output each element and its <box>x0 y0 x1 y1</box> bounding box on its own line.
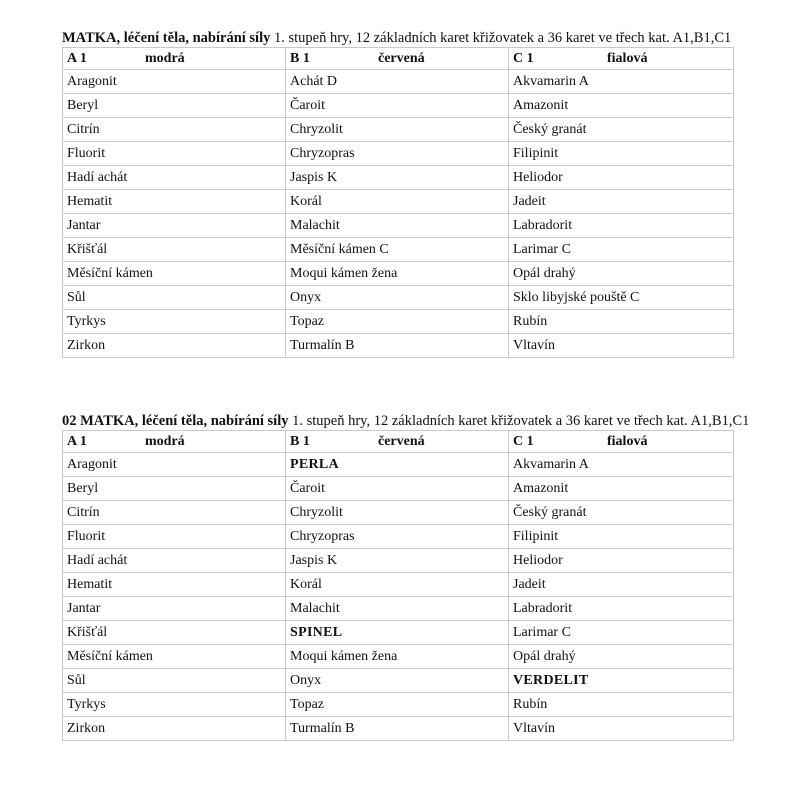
header-color: fialová <box>607 433 648 449</box>
table-cell: Korál <box>286 190 509 214</box>
table-row <box>63 190 734 214</box>
table-cell: Chryzolit <box>286 118 509 142</box>
stone-table-2 <box>62 430 734 741</box>
table-header-row <box>63 48 734 70</box>
table-cell: Citrín <box>63 118 286 142</box>
table-cell: Fluorit <box>63 142 286 166</box>
table-row <box>63 142 734 166</box>
table-cell: VERDELIT <box>509 669 734 693</box>
table-cell: Jantar <box>63 214 286 238</box>
header-a1 <box>63 431 286 453</box>
table-row <box>63 549 734 573</box>
table-row <box>63 70 734 94</box>
table-cell: Filipinit <box>509 525 734 549</box>
table-cell: Český granát <box>509 501 734 525</box>
header-code: C 1 <box>513 433 534 449</box>
table-cell: Amazonit <box>509 94 734 118</box>
table-cell: Opál drahý <box>509 262 734 286</box>
table-header-row <box>63 431 734 453</box>
table-cell: Akvamarin A <box>509 453 734 477</box>
table-cell: Měsíční kámen <box>63 262 286 286</box>
table-row <box>63 334 734 358</box>
header-color: červená <box>378 50 425 66</box>
table-cell: Turmalín B <box>286 717 509 741</box>
table-cell: Turmalín B <box>286 334 509 358</box>
table-cell: Akvamarin A <box>509 70 734 94</box>
table-cell: Topaz <box>286 693 509 717</box>
table-cell: Sklo libyjské pouště C <box>509 286 734 310</box>
table-cell: Malachit <box>286 214 509 238</box>
header-color: modrá <box>145 50 185 66</box>
table-cell: Tyrkys <box>63 693 286 717</box>
title-rest: 1. stupeň hry, 12 základních karet křižovatek a 36 karet ve třech kat. A1,B1,C1 <box>292 413 750 429</box>
table-cell: Jantar <box>63 597 286 621</box>
table-cell: Fluorit <box>63 525 286 549</box>
table-row <box>63 262 734 286</box>
table-row <box>63 693 734 717</box>
section-title-1 <box>62 30 733 47</box>
table-cell: Aragonit <box>63 70 286 94</box>
table-cell: Sůl <box>63 669 286 693</box>
table-cell: Vltavín <box>509 717 734 741</box>
table-cell: Larimar C <box>509 238 734 262</box>
header-code: C 1 <box>513 50 534 66</box>
table-cell: Čaroit <box>286 477 509 501</box>
table-cell: Rubín <box>509 693 734 717</box>
table-cell: Moqui kámen žena <box>286 262 509 286</box>
table-cell: Jadeit <box>509 573 734 597</box>
table-cell: Křišťál <box>63 238 286 262</box>
table-cell: Hadí achát <box>63 166 286 190</box>
title-bold: 02 MATKA, léčení těla, nabírání síly <box>62 413 289 429</box>
header-color: modrá <box>145 433 185 449</box>
table-cell: Citrín <box>63 501 286 525</box>
table-row <box>63 286 734 310</box>
table-cell: Beryl <box>63 94 286 118</box>
table-row <box>63 501 734 525</box>
table-cell: Chryzopras <box>286 525 509 549</box>
table-cell: Tyrkys <box>63 310 286 334</box>
header-color: červená <box>378 433 425 449</box>
table-row <box>63 453 734 477</box>
table-cell: Rubín <box>509 310 734 334</box>
table-row <box>63 477 734 501</box>
table-cell: Jaspis K <box>286 549 509 573</box>
table-cell: Topaz <box>286 310 509 334</box>
header-b1 <box>286 48 509 70</box>
stone-table-section-2 <box>62 413 750 741</box>
table-cell: Chryzopras <box>286 142 509 166</box>
title-bold: MATKA, léčení těla, nabírání síly <box>62 30 271 46</box>
table-cell: Heliodor <box>509 549 734 573</box>
table-cell: Český granát <box>509 118 734 142</box>
table-cell: Sůl <box>63 286 286 310</box>
table-row <box>63 214 734 238</box>
table-cell: PERLA <box>286 453 509 477</box>
table-cell: Hadí achát <box>63 549 286 573</box>
table-cell: Onyx <box>286 669 509 693</box>
table-cell: Larimar C <box>509 621 734 645</box>
table-cell: Filipinit <box>509 142 734 166</box>
table-row <box>63 669 734 693</box>
table-cell: Jaspis K <box>286 166 509 190</box>
header-code: B 1 <box>290 50 310 66</box>
stone-table-1 <box>62 47 734 358</box>
table-cell: Zirkon <box>63 717 286 741</box>
table-cell: Amazonit <box>509 477 734 501</box>
table-cell: Jadeit <box>509 190 734 214</box>
table-cell: Hematit <box>63 573 286 597</box>
table-cell: SPINEL <box>286 621 509 645</box>
table-row <box>63 118 734 142</box>
table-cell: Malachit <box>286 597 509 621</box>
title-rest: 1. stupeň hry, 12 základních karet křižovatek a 36 karet ve třech kat. A1,B1,C1 <box>274 30 732 46</box>
table-cell: Moqui kámen žena <box>286 645 509 669</box>
table-cell: Zirkon <box>63 334 286 358</box>
table-cell: Heliodor <box>509 166 734 190</box>
table-cell: Chryzolit <box>286 501 509 525</box>
table-row <box>63 717 734 741</box>
table-cell: Opál drahý <box>509 645 734 669</box>
header-code: A 1 <box>67 50 87 66</box>
table-cell: Měsíční kámen <box>63 645 286 669</box>
stone-table-section-1 <box>62 30 733 358</box>
table-row <box>63 621 734 645</box>
table-cell: Aragonit <box>63 453 286 477</box>
header-a1 <box>63 48 286 70</box>
table-cell: Beryl <box>63 477 286 501</box>
header-code: A 1 <box>67 433 87 449</box>
table-cell: Hematit <box>63 190 286 214</box>
table-row <box>63 94 734 118</box>
table-cell: Achát D <box>286 70 509 94</box>
table-cell: Korál <box>286 573 509 597</box>
section-title-2 <box>62 413 750 430</box>
table-row <box>63 310 734 334</box>
table-cell: Měsíční kámen C <box>286 238 509 262</box>
table-row <box>63 166 734 190</box>
table-cell: Křišťál <box>63 621 286 645</box>
table-row <box>63 573 734 597</box>
table-cell: Labradorit <box>509 597 734 621</box>
header-c1 <box>509 431 734 453</box>
table-cell: Onyx <box>286 286 509 310</box>
table-cell: Vltavín <box>509 334 734 358</box>
table-cell: Čaroit <box>286 94 509 118</box>
table-row <box>63 645 734 669</box>
header-c1 <box>509 48 734 70</box>
table-cell: Labradorit <box>509 214 734 238</box>
table-row <box>63 238 734 262</box>
header-code: B 1 <box>290 433 310 449</box>
header-b1 <box>286 431 509 453</box>
header-color: fialová <box>607 50 648 66</box>
table-row <box>63 525 734 549</box>
table-row <box>63 597 734 621</box>
